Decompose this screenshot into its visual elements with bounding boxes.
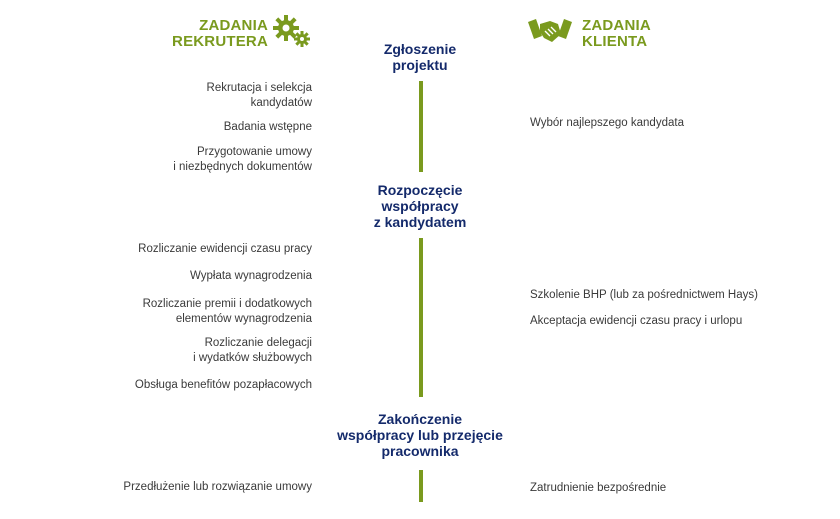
client-task: Wybór najlepszego kandydata [530,117,684,129]
client-task: Akceptacja ewidencji czasu pracy i urlopu [530,315,743,327]
recruiter-task: Rekrutacja i selekcja kandydatów [206,82,312,109]
stage-title: Rozpoczęcie współpracy z kandydatem [373,182,467,230]
stage-title: Zakończenie współpracy lub przejęcie pracownika [337,411,503,459]
client-task: Zatrudnienie bezpośrednie [530,482,667,494]
recruiter-task: Rozliczanie premii i dodatkowych elementów wynagrodzenia [142,298,312,325]
recruiter-task: Przedłużenie lub rozwiązanie umowy [123,481,312,493]
recruiter-task: Badania wstępne [223,121,312,133]
timeline-segment [419,238,423,397]
stage-title: Zgłoszenie projektu [383,41,457,73]
recruiter-task: Rozliczanie delegacji i wydatków służbowych [193,337,312,364]
client-title: ZADANIA KLIENTA [582,17,651,50]
timeline-segment [419,81,423,172]
timeline-segment [419,470,423,502]
recruiter-task: Przygotowanie umowy i niezbędnych dokumentów [173,146,312,173]
client-task: Szkolenie BHP (lub za pośrednictwem Hays) [530,289,758,301]
recruiter-task: Obsługa benefitów pozapłacowych [134,379,312,391]
recruiter-task: Rozliczanie ewidencji czasu pracy [138,243,312,255]
recruiter-title: ZADANIA REKRUTERA [172,17,268,50]
recruiter-task: Wypłata wynagrodzenia [190,270,312,282]
